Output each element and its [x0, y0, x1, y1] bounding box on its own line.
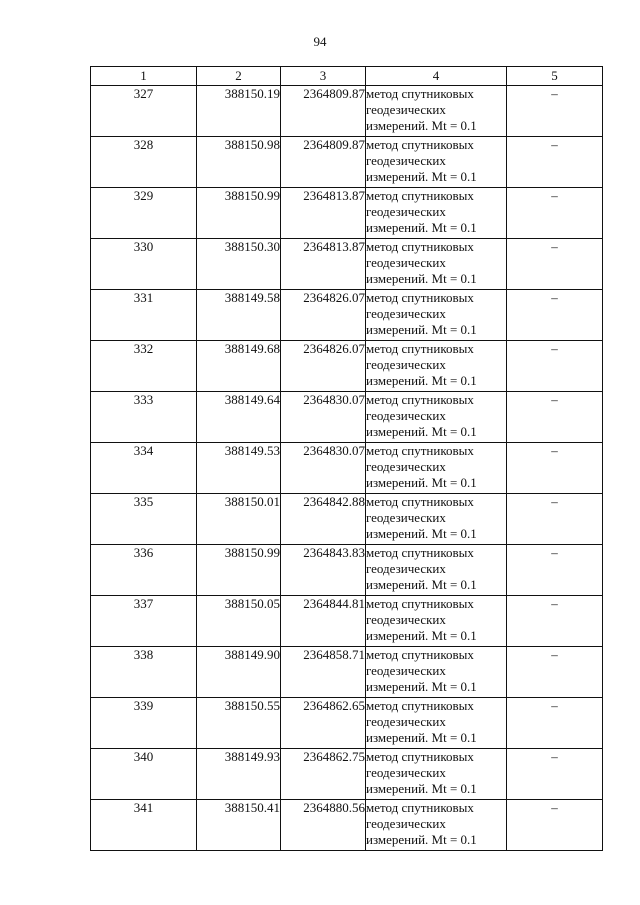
method-line: метод спутниковых	[366, 545, 474, 560]
method-cell	[366, 443, 507, 494]
page-number: 94	[313, 34, 327, 49]
method-line: измерений. Mt = 0.1	[366, 679, 477, 694]
method-line: измерений. Mt = 0.1	[366, 526, 477, 541]
table-row	[91, 290, 603, 341]
header-col-1: 1	[91, 67, 197, 86]
method-cell	[366, 800, 507, 851]
method-line: метод спутниковых	[366, 647, 474, 662]
y-coordinate-cell: 2364858.71	[281, 647, 366, 698]
y-coordinate-cell: 2364813.87	[281, 188, 366, 239]
method-cell	[366, 239, 507, 290]
point-number-cell: 338	[91, 647, 197, 698]
y-coordinate-cell: 2364830.07	[281, 443, 366, 494]
table-row	[91, 647, 603, 698]
method-line: метод спутниковых	[366, 596, 474, 611]
method-line: метод спутниковых	[366, 290, 474, 305]
method-line: геодезических	[366, 510, 446, 525]
header-col-3: 3	[281, 67, 366, 86]
x-coordinate-cell: 388150.99	[197, 545, 281, 596]
note-cell: –	[507, 341, 603, 392]
method-line: геодезических	[366, 816, 446, 831]
method-line: геодезических	[366, 765, 446, 780]
method-line: измерений. Mt = 0.1	[366, 169, 477, 184]
note-cell: –	[507, 188, 603, 239]
point-number-cell: 334	[91, 443, 197, 494]
method-line: метод спутниковых	[366, 800, 474, 815]
method-line: измерений. Mt = 0.1	[366, 628, 477, 643]
method-cell	[366, 647, 507, 698]
method-line: измерений. Mt = 0.1	[366, 832, 477, 847]
y-coordinate-cell: 2364826.07	[281, 341, 366, 392]
method-line: метод спутниковых	[366, 341, 474, 356]
point-number-cell: 335	[91, 494, 197, 545]
method-line: геодезических	[366, 102, 446, 117]
method-line: метод спутниковых	[366, 443, 474, 458]
point-number-cell: 337	[91, 596, 197, 647]
y-coordinate-cell: 2364830.07	[281, 392, 366, 443]
point-number-cell: 341	[91, 800, 197, 851]
point-number-cell: 336	[91, 545, 197, 596]
table-body	[91, 86, 603, 851]
method-cell	[366, 596, 507, 647]
method-line: измерений. Mt = 0.1	[366, 322, 477, 337]
table-row	[91, 239, 603, 290]
y-coordinate-cell: 2364813.87	[281, 239, 366, 290]
y-coordinate-cell: 2364826.07	[281, 290, 366, 341]
point-number-cell: 339	[91, 698, 197, 749]
method-cell	[366, 494, 507, 545]
x-coordinate-cell: 388149.64	[197, 392, 281, 443]
note-cell: –	[507, 647, 603, 698]
method-cell	[366, 749, 507, 800]
table-row	[91, 443, 603, 494]
x-coordinate-cell: 388150.98	[197, 137, 281, 188]
x-coordinate-cell: 388150.41	[197, 800, 281, 851]
table-row	[91, 494, 603, 545]
method-line: измерений. Mt = 0.1	[366, 271, 477, 286]
method-line: геодезических	[366, 204, 446, 219]
method-line: измерений. Mt = 0.1	[366, 373, 477, 388]
method-line: метод спутниковых	[366, 188, 474, 203]
note-cell: –	[507, 494, 603, 545]
point-number-cell: 329	[91, 188, 197, 239]
header-col-5: 5	[507, 67, 603, 86]
y-coordinate-cell: 2364809.87	[281, 137, 366, 188]
point-number-cell: 331	[91, 290, 197, 341]
method-cell	[366, 341, 507, 392]
table-row	[91, 545, 603, 596]
table-row	[91, 596, 603, 647]
point-number-cell: 340	[91, 749, 197, 800]
note-cell: –	[507, 443, 603, 494]
method-line: метод спутниковых	[366, 137, 474, 152]
table-row	[91, 698, 603, 749]
table-row	[91, 392, 603, 443]
y-coordinate-cell: 2364809.87	[281, 86, 366, 137]
table-row	[91, 749, 603, 800]
method-cell	[366, 86, 507, 137]
note-cell: –	[507, 392, 603, 443]
header-col-4: 4	[366, 67, 507, 86]
point-number-cell: 330	[91, 239, 197, 290]
header-row	[91, 67, 603, 86]
method-cell	[366, 545, 507, 596]
note-cell: –	[507, 698, 603, 749]
method-line: измерений. Mt = 0.1	[366, 781, 477, 796]
table-row	[91, 341, 603, 392]
y-coordinate-cell: 2364862.65	[281, 698, 366, 749]
method-cell	[366, 392, 507, 443]
method-line: измерений. Mt = 0.1	[366, 475, 477, 490]
table-row	[91, 137, 603, 188]
x-coordinate-cell: 388150.99	[197, 188, 281, 239]
method-line: геодезических	[366, 459, 446, 474]
y-coordinate-cell: 2364842.88	[281, 494, 366, 545]
method-cell	[366, 290, 507, 341]
method-line: измерений. Mt = 0.1	[366, 118, 477, 133]
method-line: геодезических	[366, 306, 446, 321]
x-coordinate-cell: 388150.05	[197, 596, 281, 647]
y-coordinate-cell: 2364862.75	[281, 749, 366, 800]
y-coordinate-cell: 2364843.83	[281, 545, 366, 596]
table-row	[91, 188, 603, 239]
y-coordinate-cell: 2364844.81	[281, 596, 366, 647]
method-line: метод спутниковых	[366, 698, 474, 713]
x-coordinate-cell: 388150.55	[197, 698, 281, 749]
point-number-cell: 327	[91, 86, 197, 137]
method-line: геодезических	[366, 663, 446, 678]
point-number-cell: 333	[91, 392, 197, 443]
note-cell: –	[507, 290, 603, 341]
x-coordinate-cell: 388149.53	[197, 443, 281, 494]
method-cell	[366, 188, 507, 239]
method-line: измерений. Mt = 0.1	[366, 730, 477, 745]
coordinates-table	[90, 66, 603, 851]
table-row	[91, 86, 603, 137]
note-cell: –	[507, 596, 603, 647]
note-cell: –	[507, 749, 603, 800]
method-line: геодезических	[366, 561, 446, 576]
point-number-cell: 328	[91, 137, 197, 188]
method-cell	[366, 137, 507, 188]
note-cell: –	[507, 239, 603, 290]
method-cell	[366, 698, 507, 749]
method-line: геодезических	[366, 714, 446, 729]
x-coordinate-cell: 388149.93	[197, 749, 281, 800]
method-line: измерений. Mt = 0.1	[366, 220, 477, 235]
x-coordinate-cell: 388149.90	[197, 647, 281, 698]
x-coordinate-cell: 388150.30	[197, 239, 281, 290]
x-coordinate-cell: 388149.68	[197, 341, 281, 392]
method-line: геодезических	[366, 612, 446, 627]
y-coordinate-cell: 2364880.56	[281, 800, 366, 851]
note-cell: –	[507, 800, 603, 851]
note-cell: –	[507, 545, 603, 596]
note-cell: –	[507, 86, 603, 137]
method-line: метод спутниковых	[366, 494, 474, 509]
method-line: геодезических	[366, 357, 446, 372]
x-coordinate-cell: 388150.19	[197, 86, 281, 137]
header-col-2: 2	[197, 67, 281, 86]
method-line: измерений. Mt = 0.1	[366, 577, 477, 592]
method-line: метод спутниковых	[366, 749, 474, 764]
method-line: геодезических	[366, 255, 446, 270]
method-line: метод спутниковых	[366, 86, 474, 101]
x-coordinate-cell: 388149.58	[197, 290, 281, 341]
table-header	[91, 67, 603, 86]
method-line: геодезических	[366, 153, 446, 168]
note-cell: –	[507, 137, 603, 188]
method-line: измерений. Mt = 0.1	[366, 424, 477, 439]
method-line: метод спутниковых	[366, 392, 474, 407]
point-number-cell: 332	[91, 341, 197, 392]
x-coordinate-cell: 388150.01	[197, 494, 281, 545]
method-line: геодезических	[366, 408, 446, 423]
table-row	[91, 800, 603, 851]
method-line: метод спутниковых	[366, 239, 474, 254]
